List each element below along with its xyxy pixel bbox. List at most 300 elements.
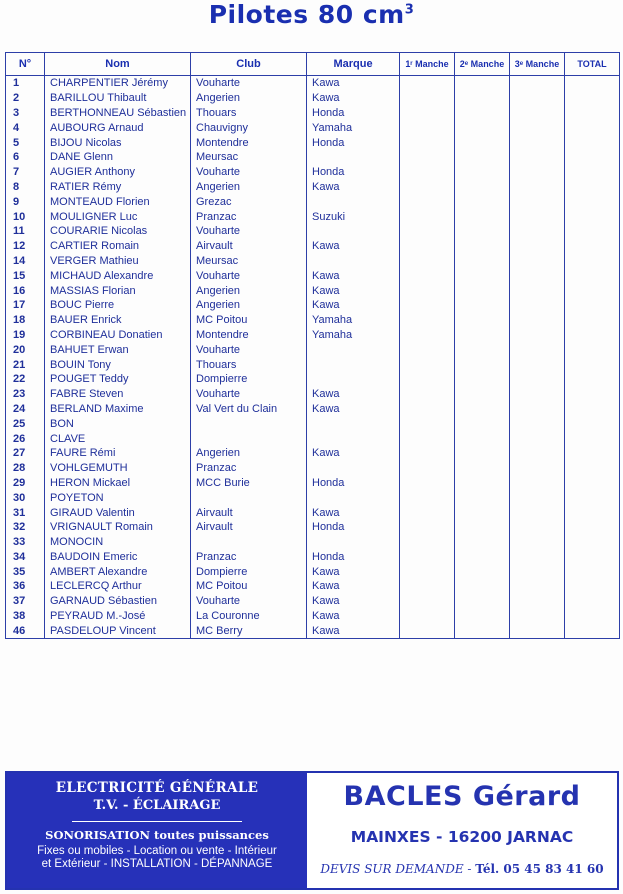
cell-club xyxy=(191,535,307,550)
cell-nom: GIRAUD Valentin xyxy=(45,505,191,520)
cell-manche-3 xyxy=(510,431,565,446)
cell-club: Chauvigny xyxy=(191,120,307,135)
cell-manche-3 xyxy=(510,180,565,195)
cell-manche-1 xyxy=(400,165,455,180)
pilots-table xyxy=(5,52,620,639)
cell-nom: CLAVE xyxy=(45,431,191,446)
table-row xyxy=(6,357,620,372)
cell-manche-1 xyxy=(400,328,455,343)
cell-nom: VRIGNAULT Romain xyxy=(45,520,191,535)
cell-manche-3 xyxy=(510,224,565,239)
cell-club: Vouharte xyxy=(191,224,307,239)
cell-num: 36 xyxy=(6,579,45,594)
cell-club: Val Vert du Clain xyxy=(191,402,307,417)
cell-nom: BON xyxy=(45,416,191,431)
cell-club: Pranzac xyxy=(191,550,307,565)
table-row xyxy=(6,194,620,209)
cell-manche-2 xyxy=(455,416,510,431)
cell-num: 22 xyxy=(6,372,45,387)
cell-manche-2 xyxy=(455,564,510,579)
cell-marque xyxy=(307,535,400,550)
table-row xyxy=(6,180,620,195)
cell-marque: Kawa xyxy=(307,283,400,298)
cell-manche-3 xyxy=(510,328,565,343)
cell-total xyxy=(565,594,620,609)
cell-club xyxy=(191,416,307,431)
cell-marque: Honda xyxy=(307,165,400,180)
cell-manche-2 xyxy=(455,372,510,387)
cell-manche-2 xyxy=(455,357,510,372)
table-row xyxy=(6,505,620,520)
footer-company-name: BACLES Gérard xyxy=(343,781,581,812)
cell-num: 26 xyxy=(6,431,45,446)
cell-club: Angerien xyxy=(191,283,307,298)
cell-total xyxy=(565,209,620,224)
cell-total xyxy=(565,550,620,565)
cell-num: 7 xyxy=(6,165,45,180)
header-manche-2: 2ᵉ Manche xyxy=(455,53,510,76)
cell-manche-1 xyxy=(400,313,455,328)
table-row xyxy=(6,535,620,550)
cell-marque: Yamaha xyxy=(307,328,400,343)
cell-num: 9 xyxy=(6,194,45,209)
cell-num: 11 xyxy=(6,224,45,239)
cell-nom: COURARIE Nicolas xyxy=(45,224,191,239)
cell-nom: MOULIGNER Luc xyxy=(45,209,191,224)
cell-manche-1 xyxy=(400,609,455,624)
advertisement-footer xyxy=(5,771,619,890)
cell-total xyxy=(565,268,620,283)
cell-total xyxy=(565,476,620,491)
cell-manche-2 xyxy=(455,609,510,624)
cell-marque: Kawa xyxy=(307,180,400,195)
cell-num: 46 xyxy=(6,623,45,638)
cell-club: MC Poitou xyxy=(191,579,307,594)
cell-manche-2 xyxy=(455,91,510,106)
cell-total xyxy=(565,520,620,535)
cell-marque: Kawa xyxy=(307,505,400,520)
cell-manche-1 xyxy=(400,416,455,431)
cell-num: 29 xyxy=(6,476,45,491)
cell-nom: BERLAND Maxime xyxy=(45,402,191,417)
cell-nom: MONTEAUD Florien xyxy=(45,194,191,209)
cell-marque: Kawa xyxy=(307,594,400,609)
cell-total xyxy=(565,165,620,180)
cell-manche-3 xyxy=(510,609,565,624)
cell-nom: PEYRAUD M.-José xyxy=(45,609,191,624)
cell-marque xyxy=(307,254,400,269)
table-row xyxy=(6,520,620,535)
cell-manche-3 xyxy=(510,239,565,254)
table-row xyxy=(6,313,620,328)
cell-manche-3 xyxy=(510,476,565,491)
table-row xyxy=(6,387,620,402)
table-row xyxy=(6,328,620,343)
cell-club: Vouharte xyxy=(191,268,307,283)
cell-manche-2 xyxy=(455,387,510,402)
cell-num: 1 xyxy=(6,76,45,91)
cell-num: 5 xyxy=(6,135,45,150)
cell-nom: VOHLGEMUTH xyxy=(45,461,191,476)
table-row xyxy=(6,106,620,121)
cell-marque xyxy=(307,490,400,505)
cell-manche-3 xyxy=(510,194,565,209)
cell-manche-2 xyxy=(455,165,510,180)
cell-manche-2 xyxy=(455,446,510,461)
cell-num: 6 xyxy=(6,150,45,165)
table-row xyxy=(6,609,620,624)
cell-marque xyxy=(307,150,400,165)
cell-manche-1 xyxy=(400,402,455,417)
cell-num: 24 xyxy=(6,402,45,417)
cell-manche-1 xyxy=(400,76,455,91)
footer-devis: DEVIS SUR DEMANDE - Tél. 05 45 83 41 60 xyxy=(320,862,604,876)
cell-manche-3 xyxy=(510,461,565,476)
cell-manche-3 xyxy=(510,91,565,106)
cell-club: Thouars xyxy=(191,357,307,372)
cell-nom: HERON Mickael xyxy=(45,476,191,491)
table-row xyxy=(6,254,620,269)
cell-total xyxy=(565,194,620,209)
cell-club: Angerien xyxy=(191,446,307,461)
cell-nom: CHARPENTIER Jérémy xyxy=(45,76,191,91)
cell-manche-2 xyxy=(455,431,510,446)
cell-club: Angerien xyxy=(191,180,307,195)
cell-num: 31 xyxy=(6,505,45,520)
table-row xyxy=(6,283,620,298)
cell-total xyxy=(565,446,620,461)
table-row xyxy=(6,490,620,505)
cell-marque xyxy=(307,224,400,239)
cell-club: MCC Burie xyxy=(191,476,307,491)
cell-num: 10 xyxy=(6,209,45,224)
cell-total xyxy=(565,224,620,239)
cell-total xyxy=(565,505,620,520)
cell-club: Grezac xyxy=(191,194,307,209)
cell-num: 25 xyxy=(6,416,45,431)
cell-manche-3 xyxy=(510,520,565,535)
cell-num: 35 xyxy=(6,564,45,579)
cell-club xyxy=(191,431,307,446)
cell-club: Vouharte xyxy=(191,76,307,91)
cell-manche-3 xyxy=(510,313,565,328)
cell-total xyxy=(565,431,620,446)
table-row xyxy=(6,165,620,180)
cell-nom: BARILLOU Thibault xyxy=(45,91,191,106)
cell-manche-3 xyxy=(510,594,565,609)
cell-nom: MICHAUD Alexandre xyxy=(45,268,191,283)
cell-manche-3 xyxy=(510,106,565,121)
footer-left-panel xyxy=(7,773,307,888)
cell-marque xyxy=(307,372,400,387)
cell-total xyxy=(565,579,620,594)
page-title-text: Pilotes 80 cm xyxy=(208,0,405,29)
cell-total xyxy=(565,254,620,269)
cell-manche-1 xyxy=(400,194,455,209)
cell-manche-1 xyxy=(400,239,455,254)
cell-manche-1 xyxy=(400,268,455,283)
cell-total xyxy=(565,490,620,505)
footer-devis-text: DEVIS SUR DEMANDE xyxy=(320,862,464,876)
cell-manche-1 xyxy=(400,520,455,535)
cell-num: 28 xyxy=(6,461,45,476)
cell-marque xyxy=(307,342,400,357)
page-title xyxy=(0,0,623,29)
cell-club: Angerien xyxy=(191,298,307,313)
cell-manche-1 xyxy=(400,135,455,150)
cell-club xyxy=(191,490,307,505)
cell-club: Thouars xyxy=(191,106,307,121)
cell-manche-3 xyxy=(510,416,565,431)
cell-nom: BAHUET Erwan xyxy=(45,342,191,357)
footer-right-panel xyxy=(307,773,617,888)
cell-manche-2 xyxy=(455,209,510,224)
cell-marque: Kawa xyxy=(307,387,400,402)
cell-manche-1 xyxy=(400,505,455,520)
cell-marque: Honda xyxy=(307,106,400,121)
cell-manche-1 xyxy=(400,372,455,387)
table-row xyxy=(6,268,620,283)
cell-manche-1 xyxy=(400,180,455,195)
cell-club: Pranzac xyxy=(191,209,307,224)
cell-club: Airvault xyxy=(191,505,307,520)
cell-num: 3 xyxy=(6,106,45,121)
cell-club: Vouharte xyxy=(191,594,307,609)
cell-manche-1 xyxy=(400,550,455,565)
footer-services-line1: Fixes ou mobiles - Location ou vente - Intérieur xyxy=(37,845,277,857)
cell-manche-2 xyxy=(455,594,510,609)
cell-total xyxy=(565,150,620,165)
cell-num: 12 xyxy=(6,239,45,254)
cell-total xyxy=(565,623,620,638)
cell-nom: POUGET Teddy xyxy=(45,372,191,387)
footer-sonorisation: SONORISATION toutes puissances xyxy=(45,828,269,842)
cell-total xyxy=(565,283,620,298)
cell-nom: AUGIER Anthony xyxy=(45,165,191,180)
cell-manche-1 xyxy=(400,564,455,579)
cell-club: MC Poitou xyxy=(191,313,307,328)
cell-manche-3 xyxy=(510,505,565,520)
cell-total xyxy=(565,120,620,135)
cell-marque: Honda xyxy=(307,550,400,565)
cell-manche-2 xyxy=(455,283,510,298)
table-row xyxy=(6,135,620,150)
cell-club: Dompierre xyxy=(191,564,307,579)
cell-manche-3 xyxy=(510,402,565,417)
cell-manche-2 xyxy=(455,194,510,209)
cell-marque xyxy=(307,357,400,372)
cell-manche-2 xyxy=(455,623,510,638)
cell-manche-1 xyxy=(400,594,455,609)
cell-num: 20 xyxy=(6,342,45,357)
cell-num: 18 xyxy=(6,313,45,328)
cell-manche-2 xyxy=(455,402,510,417)
cell-manche-1 xyxy=(400,342,455,357)
table-row xyxy=(6,579,620,594)
cell-manche-1 xyxy=(400,623,455,638)
cell-manche-1 xyxy=(400,106,455,121)
cell-marque xyxy=(307,194,400,209)
cell-nom: FAURE Rémi xyxy=(45,446,191,461)
cell-marque: Kawa xyxy=(307,239,400,254)
cell-club: La Couronne xyxy=(191,609,307,624)
cell-manche-2 xyxy=(455,490,510,505)
cell-num: 4 xyxy=(6,120,45,135)
cell-manche-1 xyxy=(400,446,455,461)
cell-nom: POYETON xyxy=(45,490,191,505)
cell-nom: MASSIAS Florian xyxy=(45,283,191,298)
cell-manche-2 xyxy=(455,476,510,491)
cell-marque xyxy=(307,416,400,431)
table-row xyxy=(6,476,620,491)
cell-marque: Kawa xyxy=(307,564,400,579)
cell-marque: Kawa xyxy=(307,268,400,283)
cell-num: 38 xyxy=(6,609,45,624)
table-row xyxy=(6,298,620,313)
table-row xyxy=(6,594,620,609)
header-manche-1: 1ʳ Manche xyxy=(400,53,455,76)
cell-club: Pranzac xyxy=(191,461,307,476)
cell-club: Montendre xyxy=(191,135,307,150)
cell-total xyxy=(565,135,620,150)
cell-manche-1 xyxy=(400,224,455,239)
cell-manche-1 xyxy=(400,150,455,165)
cell-manche-3 xyxy=(510,490,565,505)
cell-total xyxy=(565,180,620,195)
cell-manche-2 xyxy=(455,239,510,254)
cell-manche-2 xyxy=(455,76,510,91)
cell-manche-3 xyxy=(510,550,565,565)
cell-club: Vouharte xyxy=(191,165,307,180)
table-row xyxy=(6,461,620,476)
cell-manche-1 xyxy=(400,461,455,476)
cell-nom: GARNAUD Sébastien xyxy=(45,594,191,609)
cell-manche-2 xyxy=(455,150,510,165)
cell-club: MC Berry xyxy=(191,623,307,638)
cell-nom: BIJOU Nicolas xyxy=(45,135,191,150)
table-row xyxy=(6,416,620,431)
cell-nom: BAUDOIN Emeric xyxy=(45,550,191,565)
cell-manche-3 xyxy=(510,535,565,550)
cell-marque: Honda xyxy=(307,520,400,535)
header-total: TOTAL xyxy=(565,53,620,76)
cell-manche-2 xyxy=(455,328,510,343)
table-row xyxy=(6,564,620,579)
cell-club: Meursac xyxy=(191,150,307,165)
cell-total xyxy=(565,106,620,121)
cell-manche-1 xyxy=(400,298,455,313)
cell-marque: Yamaha xyxy=(307,313,400,328)
cell-nom: BOUC Pierre xyxy=(45,298,191,313)
cell-num: 14 xyxy=(6,254,45,269)
cell-total xyxy=(565,342,620,357)
cell-num: 17 xyxy=(6,298,45,313)
cell-manche-2 xyxy=(455,342,510,357)
cell-marque xyxy=(307,431,400,446)
cell-marque: Kawa xyxy=(307,623,400,638)
cell-total xyxy=(565,535,620,550)
cell-manche-2 xyxy=(455,135,510,150)
cell-marque: Kawa xyxy=(307,91,400,106)
cell-manche-1 xyxy=(400,579,455,594)
cell-num: 33 xyxy=(6,535,45,550)
header-manche-3: 3ᵉ Manche xyxy=(510,53,565,76)
cell-nom: AMBERT Alexandre xyxy=(45,564,191,579)
cell-num: 27 xyxy=(6,446,45,461)
cell-nom: BAUER Enrick xyxy=(45,313,191,328)
cell-manche-2 xyxy=(455,224,510,239)
cell-nom: DANE Glenn xyxy=(45,150,191,165)
cell-manche-2 xyxy=(455,520,510,535)
cell-total xyxy=(565,416,620,431)
cell-total xyxy=(565,461,620,476)
cell-manche-3 xyxy=(510,268,565,283)
cell-club: Vouharte xyxy=(191,342,307,357)
header-club: Club xyxy=(191,53,307,76)
table-row xyxy=(6,91,620,106)
cell-manche-2 xyxy=(455,461,510,476)
cell-total xyxy=(565,609,620,624)
cell-manche-3 xyxy=(510,357,565,372)
table-row xyxy=(6,342,620,357)
cell-nom: RATIER Rémy xyxy=(45,180,191,195)
table-row xyxy=(6,446,620,461)
table-header-row xyxy=(6,53,620,76)
cell-num: 16 xyxy=(6,283,45,298)
cell-nom: FABRE Steven xyxy=(45,387,191,402)
cell-manche-1 xyxy=(400,209,455,224)
cell-manche-3 xyxy=(510,564,565,579)
footer-tv-eclairage: T.V. - ÉCLAIRAGE xyxy=(93,798,221,813)
table-row xyxy=(6,120,620,135)
cell-manche-3 xyxy=(510,446,565,461)
footer-divider xyxy=(72,821,242,822)
cell-num: 30 xyxy=(6,490,45,505)
page-title-superscript: 3 xyxy=(404,2,415,18)
cell-manche-3 xyxy=(510,209,565,224)
table-row xyxy=(6,76,620,91)
cell-total xyxy=(565,402,620,417)
cell-manche-1 xyxy=(400,476,455,491)
cell-manche-3 xyxy=(510,120,565,135)
cell-manche-3 xyxy=(510,254,565,269)
cell-marque xyxy=(307,461,400,476)
cell-num: 32 xyxy=(6,520,45,535)
cell-manche-1 xyxy=(400,490,455,505)
footer-services-line2: et Extérieur - INSTALLATION - DÉPANNAGE xyxy=(41,858,273,870)
cell-num: 21 xyxy=(6,357,45,372)
cell-marque: Kawa xyxy=(307,579,400,594)
cell-manche-3 xyxy=(510,387,565,402)
cell-marque: Kawa xyxy=(307,609,400,624)
cell-manche-1 xyxy=(400,91,455,106)
cell-nom: BERTHONNEAU Sébastien xyxy=(45,106,191,121)
header-nom: Nom xyxy=(45,53,191,76)
cell-manche-3 xyxy=(510,150,565,165)
cell-total xyxy=(565,372,620,387)
cell-nom: LECLERCQ Arthur xyxy=(45,579,191,594)
cell-club: Vouharte xyxy=(191,387,307,402)
cell-manche-2 xyxy=(455,106,510,121)
cell-total xyxy=(565,76,620,91)
cell-manche-3 xyxy=(510,135,565,150)
cell-manche-2 xyxy=(455,550,510,565)
table-row xyxy=(6,372,620,387)
cell-manche-3 xyxy=(510,579,565,594)
footer-telephone: Tél. 05 45 83 41 60 xyxy=(475,862,604,876)
cell-num: 37 xyxy=(6,594,45,609)
cell-club: Meursac xyxy=(191,254,307,269)
